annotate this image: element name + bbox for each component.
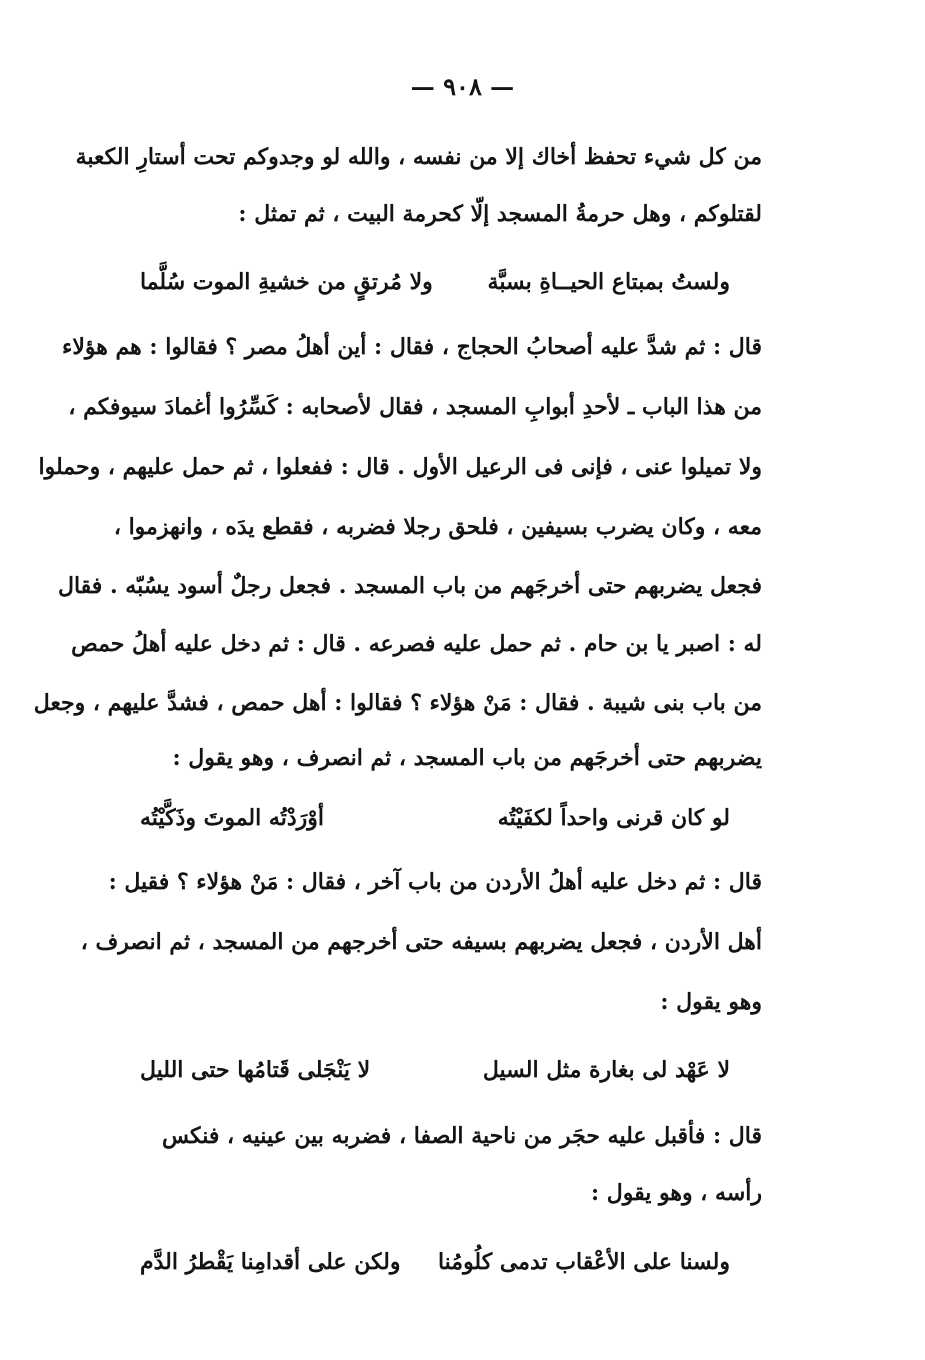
text-line: رأسه ، وهو يقول :	[590, 1180, 762, 1206]
text-line: معه ، وكان يضرب بسيفين ، فلحق رجلا فضربه ، فقطع يدَه ، وانهزموا ،	[113, 514, 762, 540]
text-line: ولا تميلوا عنى ، فإنى فى الرعيل الأول . قال : ففعلوا ، ثم حمل عليهم ، وحملوا	[38, 454, 762, 480]
verse-hemistich-first: ولسنا على الأعْقاب تدمى كلُومُنا	[437, 1249, 730, 1275]
verse-line	[140, 265, 730, 299]
text-line: من باب بنى شيبة . فقال : مَنْ هؤلاء ؟ فقالوا : أهل حمص ، فشدَّ عليهم ، وجعل	[33, 690, 762, 716]
verse-hemistich-first: لا عَهْد لى بغارة مثل السيل	[482, 1057, 730, 1083]
text-line: أهل الأردن ، فجعل يضربهم بسيفه حتى أخرجهم من المسجد ، ثم انصرف ،	[80, 929, 762, 955]
verse-hemistich-first: ولستُ بمبتاع الحيــاةِ بسبَّة	[487, 269, 730, 295]
text-line: له : اصبر يا بن حام . ثم حمل عليه فصرعه . قال : ثم دخل عليه أهلُ حمص	[71, 631, 762, 657]
page-number: — ٩٠٨ —	[410, 72, 515, 101]
text-line: من كل شيء تحفظ أخاك إلا من نفسه ، والله لو وجدوكم تحت أستارِ الكعبة	[75, 144, 762, 170]
text-line: يضربهم حتى أخرجَهم من باب المسجد ، ثم انصرف ، وهو يقول :	[172, 745, 762, 771]
text-line: فجعل يضربهم حتى أخرجَهم من باب المسجد . فجعل رجلٌ أسود يسُبّه . فقال	[57, 573, 762, 599]
verse-line	[140, 801, 730, 835]
text-line: من هذا الباب ـ لأحدِ أبوابِ المسجد ، فقال لأصحابه : كَسِّرُوا أغمادَ سيوفكم ،	[68, 394, 762, 420]
text-line: قال : ثم دخل عليه أهلُ الأردن من باب آخر ، فقال : مَنْ هؤلاء ؟ فقيل :	[108, 869, 762, 895]
verse-hemistich-second: ولا مُرتقٍ من خشيةِ الموت سُلَّما	[140, 269, 433, 295]
text-line: وهو يقول :	[660, 989, 762, 1015]
verse-hemistich-second: ولكن على أقدامِنا يَقْطرُ الدَّم	[140, 1249, 401, 1275]
text-line: قال : ثم شدَّ عليه أصحابُ الحجاج ، فقال : أين أهلُ مصر ؟ فقالوا : هم هؤلاء	[62, 334, 762, 360]
verse-hemistich-second: أوْرَدْتُه الموتَ وذَكَّيْتُه	[140, 805, 324, 831]
verse-line	[140, 1245, 730, 1279]
verse-line	[140, 1053, 730, 1087]
text-line: لقتلوكم ، وهل حرمةُ المسجد إلّا كحرمة البيت ، ثم تمثل :	[238, 201, 762, 227]
verse-hemistich-first: لو كان قرنى واحداً لكفَيْتُه	[497, 805, 730, 831]
text-line: قال : فأقبل عليه حجَر من ناحية الصفا ، فضربه بين عينيه ، فنكس	[162, 1123, 762, 1149]
verse-hemistich-second: لا يَنْجَلى قَتامُها حتى الليل	[140, 1057, 371, 1083]
